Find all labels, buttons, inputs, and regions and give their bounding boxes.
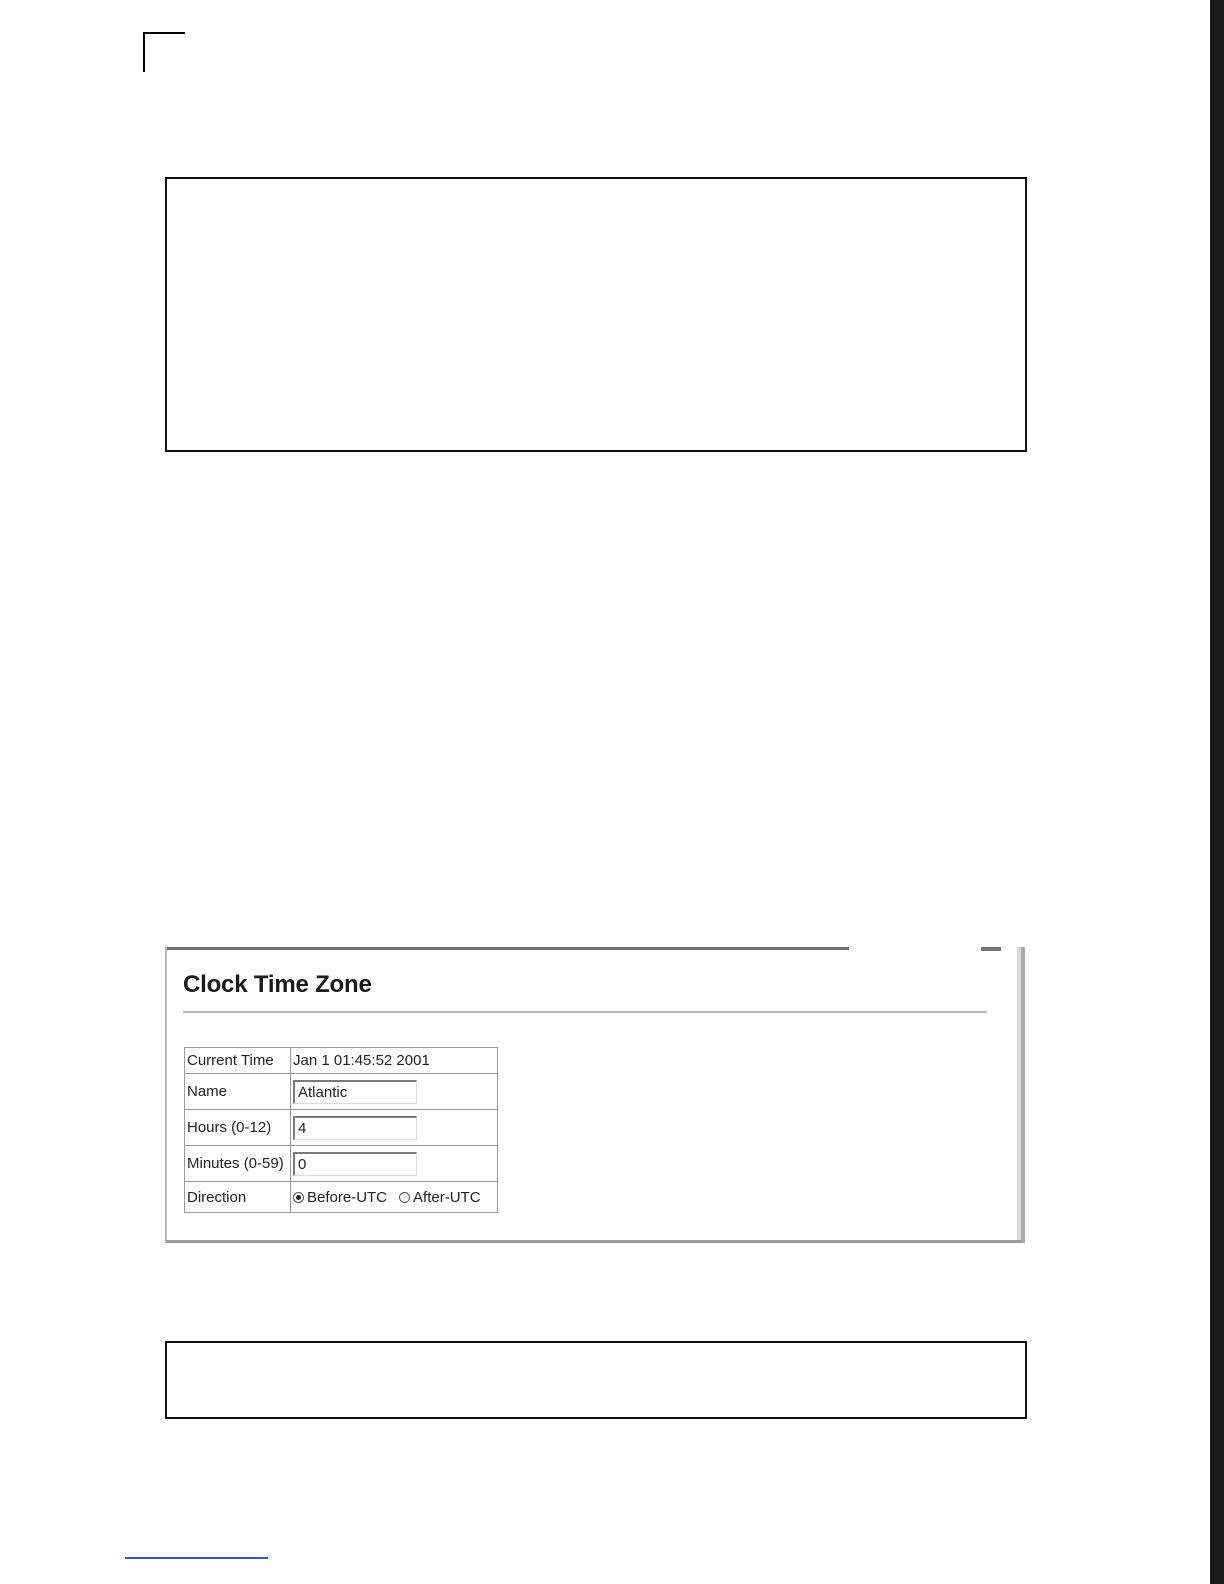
direction-cell (291, 1182, 497, 1212)
table-row (185, 1074, 497, 1109)
direction-label: Direction (185, 1182, 290, 1212)
window-top-border-segment (981, 947, 1001, 951)
crop-mark (143, 32, 185, 72)
name-input[interactable] (293, 1080, 417, 1104)
title-divider (183, 1011, 987, 1013)
hours-cell (291, 1110, 497, 1145)
footer-rule (125, 1557, 268, 1559)
hours-input[interactable] (293, 1116, 417, 1140)
minutes-label: Minutes (0-59) (185, 1146, 290, 1181)
page-title: Clock Time Zone (183, 971, 372, 998)
window-scrollbar-edge (1017, 947, 1021, 1240)
time-zone-form-table (184, 1047, 498, 1213)
current-time-value: Jan 1 01:45:52 2001 (291, 1048, 497, 1073)
after-utc-option[interactable] (399, 1189, 481, 1206)
direction-radio-group (293, 1189, 495, 1206)
table-row (185, 1048, 497, 1073)
after-utc-label: After-UTC (413, 1188, 481, 1206)
before-utc-label: Before-UTC (307, 1188, 388, 1206)
hours-label: Hours (0-12) (185, 1110, 290, 1145)
before-utc-radio[interactable] (293, 1192, 304, 1203)
table-row (185, 1182, 497, 1212)
minutes-cell (291, 1146, 497, 1181)
table-row (185, 1110, 497, 1145)
after-utc-radio[interactable] (399, 1192, 410, 1203)
page-edge-strip (1210, 0, 1224, 1584)
name-label: Name (185, 1074, 290, 1109)
clock-time-zone-window (165, 947, 1025, 1243)
bottom-content-box (165, 1341, 1027, 1419)
top-content-box (165, 177, 1027, 452)
name-cell (291, 1074, 497, 1109)
current-time-label: Current Time (185, 1048, 290, 1073)
window-top-border (167, 947, 849, 950)
minutes-input[interactable] (293, 1152, 417, 1176)
table-row (185, 1146, 497, 1181)
before-utc-option[interactable] (293, 1189, 387, 1206)
